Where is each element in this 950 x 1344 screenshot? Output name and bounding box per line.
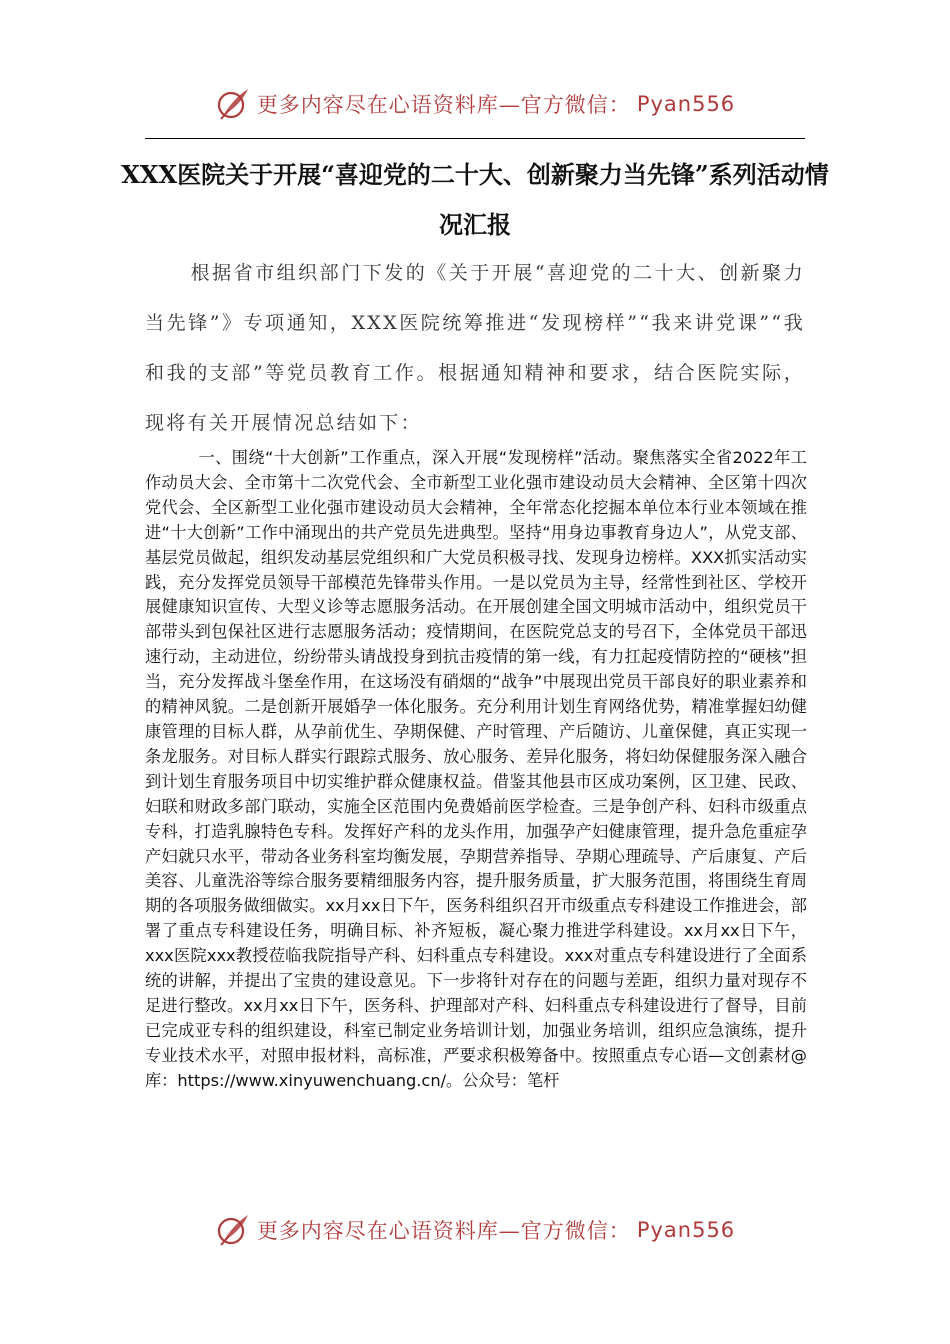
intro-paragraph: 根据省市组织部门下发的《关于开展“喜迎党的二十大、创新聚力当先锋”》专项通知，XXX医院统筹推进“发现榜样”“我来讲党课”“我和我的支部”等党员教育工作。根据通知精神和要求，结合医院实际，现将有关开展情况总结如下： xyxy=(145,262,805,434)
watermark-text: 更多内容尽在心语资料库—官方微信： xyxy=(256,1219,631,1243)
feather-pen-logo-icon xyxy=(215,1212,251,1248)
watermark-wechat-id: Pyan556 xyxy=(636,92,736,116)
body-paragraph: 一、围绕“十大创新”工作重点，深入开展“发现榜样”活动。聚焦落实全省2022年工作动员大会、全市第十二次党代会、全市新型工业化强市建设动员大会精神、全区第十四次党代会、全区新型工业化强市建设动员大会精神，全年常态化挖掘本单位本行业本领域在推进“十大创新”工作中涌现出的共产党员先进典型。坚持“用身边事教育身边人”，从党支部、基层党员做起，组织发动基层党组织和广大党员积极寻找、发现身边榜样。XXX抓实活动实践，充分发挥党员领导干部模范先锋带头作用。一是以党员为主导，经常性到社区、学校开展健康知识宣传、大型义诊等志愿服务活动。在开展创建全国文明城市活动中，组织党员干部带头到包保社区进行志愿服务活动；疫情期间，在医院党总支的号召下，全体党员干部迅速行动，主动进位，纷纷带头请战投身到抗击疫情的第一线，有力扛起疫情防控的“硬核”担当，充分发挥战斗堡垒作用，在这场没有硝烟的“战争”中展现出党员干部良好的职业素养和的精神风貌。二是创新开展婚孕一体化服务。充分利用计划生育网络优势，精准掌握妇幼健康管理的目标人群，从孕前优生、孕期保健、产时管理、产后随访、儿童保健，真正实现一条龙服务。对目标人群实行跟踪式服务、放心服务、差异化服务，将妇幼保健服务深入融合到计划生育服务项目中切实维护群众健康权益。借鉴其他县市区成功案例，区卫建、民政、妇联和财政多部门联动，实施全区范围内免费婚前医学检查。三是争创产科、妇科市级重点专科，打造乳腺特色专科。发挥好产科的龙头作用，加强孕产妇健康管理，提升急危重症孕产妇就只水平，带动各业务科室均衡发展，孕期营养指导、孕期心理疏导、产后康复、产后美容、儿童洗浴等综合服务要精细服务内容，提升服务质量，扩大服务范围，将围绕生育周期的各项服务做细做实。xx月xx日下午，医务科组织召开市级重点专科建设工作推进会，部署了重点专科建设任务，明确目标、补齐短板，凝心聚力推进学科建设。xx月xx日下午，xxx医院xxx教授莅临我院指导产科、妇科重点专科建设。xxx对重点专科建设进行了全面系统的讲解，并提出了宝贵的建设意见。下一步将针对存在的问题与差距，组织力量对现存不足进行整改。xx月xx日下午，医务科、护理部对产科、妇科重点专科建设进行了督导，目前已完成亚专科的组织建设，科室已制定业务培训计划，加强业务培训，组织应急演练，提升专业技术水平，对照申报材料，高标准，严要求积极筹备中。按照重点专心语—文创素材@库：https://www.xinyuwenchuang.cn/。公众号：笔杆 xyxy=(145,448,807,1090)
document-title: XXX医院关于开展“喜迎党的二十大、创新聚力当先锋”系列活动情况汇报 xyxy=(121,160,829,239)
watermark-text: 更多内容尽在心语资料库—官方微信： xyxy=(256,93,631,117)
watermark-wechat-id: Pyan556 xyxy=(636,1218,736,1242)
watermark-footer xyxy=(0,1208,950,1252)
header-divider xyxy=(145,138,805,139)
watermark-header xyxy=(0,82,950,126)
feather-pen-logo-icon xyxy=(215,86,251,122)
